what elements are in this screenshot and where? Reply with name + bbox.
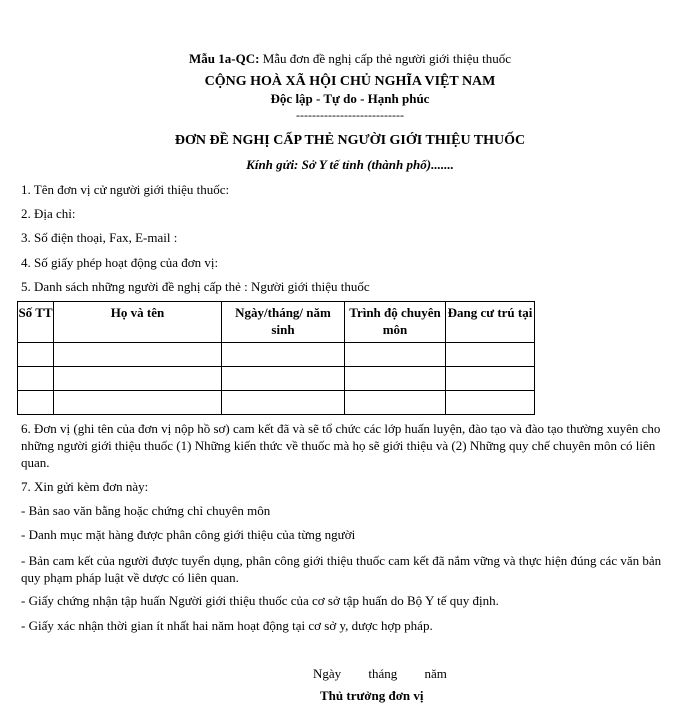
col-header-qualification: Trình độ chuyên môn: [345, 302, 446, 343]
col-header-name: Họ và tên: [54, 302, 222, 343]
table-cell[interactable]: [345, 367, 446, 391]
table-cell[interactable]: [345, 391, 446, 415]
table-cell[interactable]: [446, 343, 535, 367]
field-contact: 3. Số điện thoại, Fax, E-mail :: [21, 230, 178, 245]
table-cell[interactable]: [18, 391, 54, 415]
table-row: [18, 343, 535, 367]
table-cell[interactable]: [446, 367, 535, 391]
table-row: [18, 367, 535, 391]
table-cell[interactable]: [222, 343, 345, 367]
signer-title: Thủ trưởng đơn vị: [320, 688, 424, 703]
field-unit-name: 1. Tên đơn vị cử người giới thiệu thuốc:: [21, 182, 230, 197]
recipient-line: Kính gửi: Sở Y tế tỉnh (thành phố).......: [246, 157, 454, 172]
country-name: CỘNG HOÀ XÃ HỘI CHỦ NGHĨA VIỆT NAM: [204, 74, 496, 89]
form-code: [0, 51, 700, 67]
col-header-birthdate: Ngày/tháng/ năm sinh: [222, 302, 345, 343]
col-header-number: Số TT: [18, 302, 54, 343]
table-cell[interactable]: [18, 343, 54, 367]
field-license: 4. Số giấy phép hoạt động của đơn vị:: [21, 255, 219, 270]
table-cell[interactable]: [54, 391, 222, 415]
attachment-item: - Giấy chứng nhận tập huấn Người giới thiệu thuốc của cơ sở tập huấn do Bộ Y tế quy định.: [21, 593, 499, 608]
table-header-row: [18, 302, 535, 343]
attachment-item: - Danh mục mặt hàng được phân công giới thiệu của từng người: [21, 527, 356, 542]
table-cell[interactable]: [54, 367, 222, 391]
attachment-item: - Giấy xác nhận thời gian ít nhất hai năm hoạt động tại cơ sở y, dược hợp pháp.: [21, 618, 433, 633]
table-cell[interactable]: [345, 343, 446, 367]
national-motto: Độc lập - Tự do - Hạnh phúc: [270, 91, 430, 106]
attachment-item: - Bản sao văn bằng hoặc chứng chỉ chuyên môn: [21, 503, 271, 518]
col-header-residence: Đang cư trú tại: [446, 302, 535, 343]
field-staff-list: 5. Danh sách những người đề nghị cấp thẻ : Người giới thiệu thuốc: [21, 279, 370, 294]
form-code-label: Mẫu 1a-QC:: [189, 51, 260, 66]
table-cell[interactable]: [222, 391, 345, 415]
form-code-description: Mẫu đơn đề nghị cấp thẻ người giới thiệu thuốc: [259, 51, 511, 66]
attachments-heading: 7. Xin gửi kèm đơn này:: [21, 479, 149, 494]
table-row: [18, 391, 535, 415]
header-divider: ---------------------------: [296, 108, 404, 122]
table-cell[interactable]: [54, 343, 222, 367]
table-cell[interactable]: [222, 367, 345, 391]
attachment-item: - Bản cam kết của người được tuyển dụng, phân công giới thiệu thuốc cam kết đã nắm vững và thực hiện đúng các văn bản quy phạm pháp luật về dược có liên quan.: [21, 553, 662, 585]
signature-date-line: Ngày tháng năm: [313, 666, 447, 681]
commitment-paragraph: 6. Đơn vị (ghi tên của đơn vị nộp hồ sơ) cam kết đã và sẽ tổ chức các lớp huấn luyện, đào tạo và đào tạo thường xuyên cho những người giới thiệu thuốc (1) Những kiến thức về thuốc mà họ sẽ giới thiệu và (2) Những quy chế chuyên môn có liên quan.: [21, 421, 661, 470]
table-cell[interactable]: [446, 391, 535, 415]
document-title: ĐƠN ĐỀ NGHỊ CẤP THẺ NGƯỜI GIỚI THIỆU THUỐC: [174, 133, 526, 148]
field-address: 2. Địa chỉ:: [21, 206, 76, 221]
staff-table: [17, 301, 535, 415]
table-cell[interactable]: [18, 367, 54, 391]
